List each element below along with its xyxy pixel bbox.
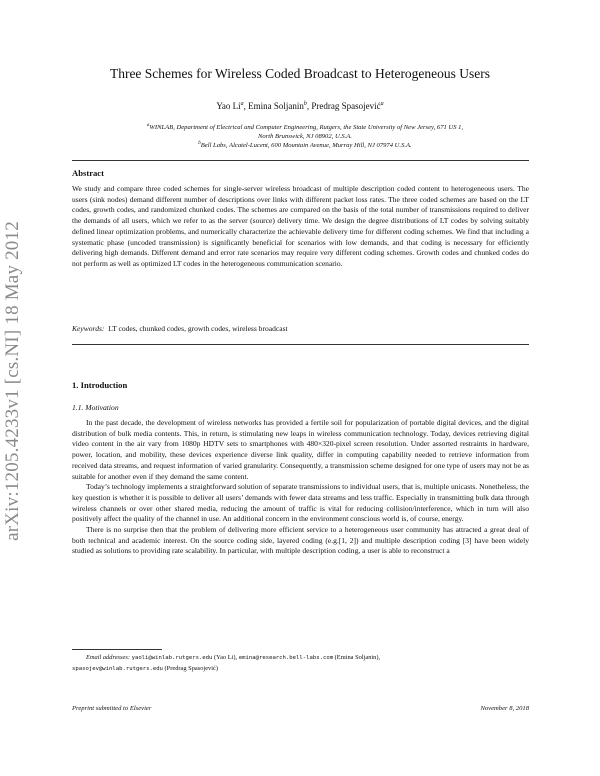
author-name: Yao Li (216, 101, 241, 111)
author-name: Emina Soljanin (248, 101, 304, 111)
affiliation-marker: b (198, 141, 201, 146)
paper-title: Three Schemes for Wireless Coded Broadcast to Heterogeneous Users (109, 66, 491, 81)
abstract-heading: Abstract (72, 168, 104, 178)
affiliation-marker: a (146, 123, 150, 128)
email-link[interactable]: yaoli@winlab.rutgers.edu (131, 655, 213, 661)
subsection-heading: 1.1. Motivation (72, 403, 119, 412)
footnote-divider (72, 649, 162, 650)
footnote-name: (Emina Soljanin), (334, 654, 381, 661)
section-heading: 1. Introduction (72, 380, 128, 390)
abstract-text: We study and compare three coded schemes for single-server wireless broadcast of multiple description coded content to heterogeneous users. The users (sink nodes) demand different number of descriptions over links with different packet loss rates. The three coded schemes are based on the LT codes, growth codes, and randomized chunked codes. The schemes are compared on the basis of the total number of transmissions required to deliver the demands of all users, which we refer to as the server (source) delivery time. We design the degree distributions of LT codes by solving suitably defined linear optimization problems, and numerically characterize the achievable delivery time for different coding schemes. We find that including a systematic phase (uncoded transmission) is significantly beneficial for scenarios with low demands, and that coding is necessary for efficiently delivering high demands. Different demand and error rate scenarios may require very different coding schemes. Growth codes and chunked codes do not perform as well as optimized LT codes in the heterogeneous communication scenario. (72, 184, 529, 268)
keywords-label: Keywords: (72, 324, 105, 333)
affiliation-marker: a (380, 101, 384, 107)
author-name: Predrag Spasojević (311, 101, 381, 111)
footnote-name: (Yao Li), (214, 654, 238, 661)
email-link[interactable]: spasojev@winlab.rutgers.edu (72, 665, 163, 672)
section-body (72, 418, 529, 557)
divider (72, 344, 529, 345)
author-separator: , (306, 101, 312, 111)
keywords-text: LT codes, chunked codes, growth codes, wireless broadcast (108, 324, 288, 333)
author-list (60, 101, 540, 111)
affiliation-text: North Brunswick, NJ 08902, U.S.A. (258, 133, 352, 141)
arxiv-identifier: arXiv:1205.4233v1 [cs.NI] 18 May 2012 (2, 221, 23, 541)
paragraph: Today’s technology implements a straightforward solution of separate transmissions to individual users, that is, multiple unicasts. Nonetheless, the key question is whether it is possible to deliver all users’ demands with fewer data streams and less traffic. Especially in transmitting bulk data through wireless channels or over other shared media, reducing the amount of traffic is vital for reducing collision/interference, which in turn will also positively affect the quality of the channel in use. An additional concern in the environment conscious world is, of course, energy. (72, 482, 529, 524)
affiliation-b (95, 139, 515, 150)
divider (72, 160, 529, 161)
footer-journal: Preprint submitted to Elsevier (72, 705, 152, 712)
footnote-name: (Predrag Spasojević) (164, 664, 218, 672)
paragraph: There is no surprise then that the problem of delivering more efficient service to a heterogeneous user community has attracted a great deal of both technical and academic interest. On the source coding side, layered coding (e.g.[1, 2]) and multiple description coding [3] have been widely studied as solutions to providing rate scalability. In particular, with multiple description coding, a user is able to reconstruct a (72, 525, 529, 556)
affiliation-marker: a (240, 101, 244, 107)
email-link[interactable]: emina@research.bell-labs.com (238, 655, 334, 661)
footnote-label: Email addresses: (86, 654, 130, 661)
paragraph: In the past decade, the development of wireless networks has provided a fertile soil for popularization of portable digital devices, and the digital distribution of bulk media contents. This, in return, is stimulating new leaps in wireless communication technology. Today, devices retrieving digital video content in the air vary from 1080p HDTV sets to smartphones with 480×320-pixel screen resolution. Under assorted restraints in hardware, power, location, and mobility, these devices experience diverse link quality, differ in computing capability needed to retrieve information from received data streams, and request information of varied granularity. Consequently, a transmission scheme designed for one type of users may not be as suitable for another even if they demand the same content. (72, 418, 529, 481)
footer-date: November 8, 2018 (480, 705, 529, 712)
affiliation-text: Bell Labs, Alcatel-Lucent, 600 Mountain Avenue, Murray Hill, NJ 07974 U.S.A. (200, 142, 412, 150)
footnote (72, 653, 529, 674)
author-separator: , (243, 101, 249, 111)
keywords (72, 324, 529, 333)
affiliation-marker: b (303, 101, 307, 107)
affiliation-text: WINLAB, Department of Electrical and Computer Engineering, Rutgers, the State University of New Jersey, 671 US 1, (149, 124, 464, 132)
